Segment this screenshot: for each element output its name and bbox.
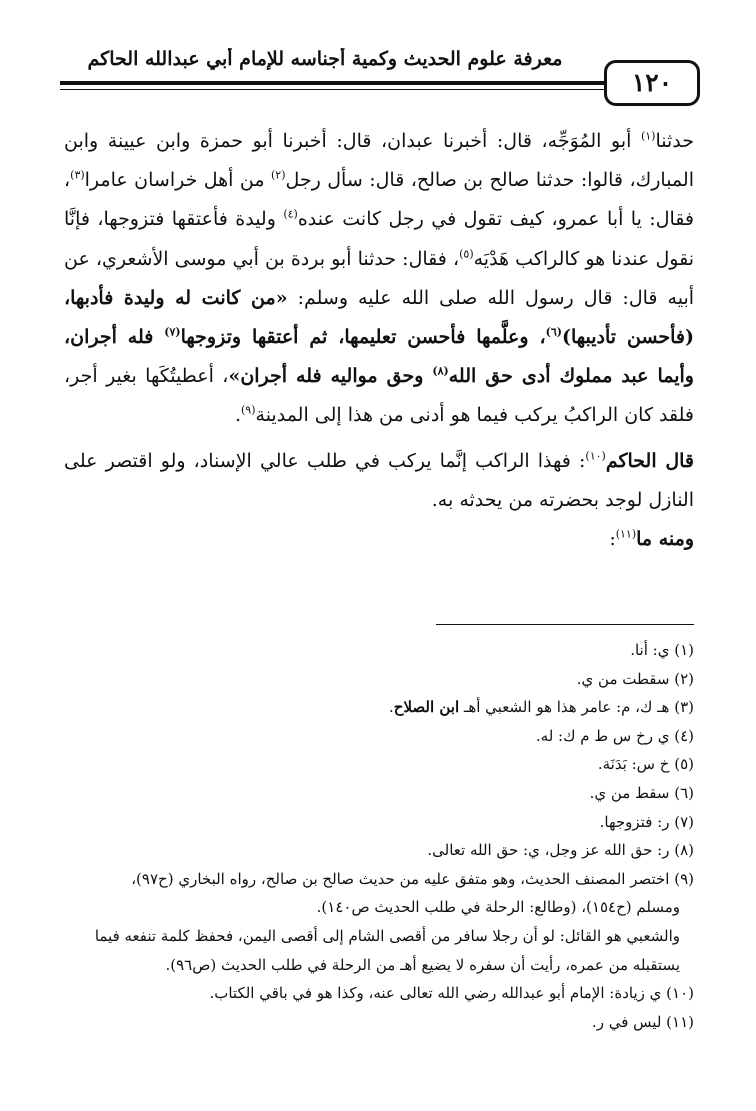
footnote-text: . xyxy=(389,698,394,717)
footnote-1: (١) ي: أنا. xyxy=(630,641,694,659)
footnote-11: (١١) ليس في ر. xyxy=(591,1012,694,1031)
text-run: ، أعطيتُكَها بغير أجر، فلقد كان الراكبُ يركب فيما هو أدنى من هذا إلى المدينة xyxy=(64,365,694,427)
text-run: ، فقال: حدثنا أبو بردة بن أبي موسى الأشعري، عن أبيه قال: قال رسول الله صلى الله عليه وسلم: xyxy=(64,247,695,309)
header-rule-thin xyxy=(60,89,650,90)
text-run: : xyxy=(609,528,616,551)
paragraph-hadith xyxy=(64,122,694,436)
footnote-source: ابن الصلاح xyxy=(393,698,460,717)
hadith-quote: فله أجران، وأيما عبد مملوك أدى حق الله xyxy=(64,326,694,388)
hadith-quote: وحق مواليه فله أجران» xyxy=(228,365,433,388)
footnote-separator xyxy=(436,624,694,625)
footnote-2: (٢) سقطت من ي. xyxy=(576,669,694,688)
page-header xyxy=(60,48,700,108)
footnote-ref: (٧) xyxy=(164,325,181,339)
speaker-label: قال الحاكم xyxy=(605,449,694,472)
footnotes xyxy=(64,636,694,1036)
text-run: أبو المُوَجِّه، قال: أخبرنا عبدان، قال: أخبرنا أبو حمزة وابن عيينة وابن المبارك، قالوا: حدثنا صالح بن صالح، قال: سأل رجل xyxy=(64,130,694,192)
footnote-7: (٧) ر: فتزوجها. xyxy=(599,812,694,831)
text-run: : فهذا الراكب إنَّما يركب في طلب عالي الإسناد، ولو اقتصر على النازل لوجد بحضرته من يحدثه به. xyxy=(64,449,694,511)
footnote-10: (١٠) ي زيادة: الإمام أبو عبدالله رضي الله تعالى عنه، وكذا هو في باقي الكتاب. xyxy=(209,984,694,1003)
footnote-4: (٤) ي رخ س ط م ك: له. xyxy=(535,726,694,745)
footnote-ref: (٩) xyxy=(241,404,256,418)
footnote-ref: (٤) xyxy=(283,208,298,222)
footnote-9 xyxy=(64,865,694,979)
footnote-ref: (٦) xyxy=(545,325,562,339)
footnote-ref: (٥) xyxy=(459,247,474,261)
text-run: ، فقال: يا أبا عمرو، كيف تقول في رجل كانت عنده xyxy=(64,169,694,231)
text-run: وليدة فأعتقها فتزوجها، فإنَّا نقول عندنا هو كالراكب هَدْيَه xyxy=(64,208,694,270)
text-run: حدثنا xyxy=(655,130,694,152)
footnote-3 xyxy=(64,693,694,722)
footnote-text: ومسلم (ح١٥٤)، (وطالع: الرحلة في طلب الحديث ص١٤٠). xyxy=(316,898,680,917)
text-run: من أهل خراسان عامرا xyxy=(84,169,271,192)
footnote-ref: (١٠) xyxy=(585,449,606,463)
footnote-ref: (٨) xyxy=(432,364,449,378)
footnote-5: (٥) خ س: بَدَنَة. xyxy=(597,755,694,774)
footnote-text: (٩) اختصر المصنف الحديث، وهو متفق عليه من حديث صالح بن صالح، رواه البخاري (ح٩٧)، xyxy=(131,869,694,888)
footnote-ref: (٣) xyxy=(70,168,85,182)
footnote-ref: (١) xyxy=(640,129,656,143)
footnote-text: والشعبي هو القائل: لو أن رجلا سافر من أقصى الشام إلى أقصى اليمن، فحفظ كلمة تنفعه فيما يستقبله من عمره، رأيت أن سفره لا يضيع أهـ من الرحلة في طلب الحديث (ص٩٦). xyxy=(94,926,680,974)
section-lead: ومنه ما xyxy=(636,528,694,551)
footnote-6: (٦) سقط من ي. xyxy=(589,783,694,802)
hadith-quote: «من كانت له وليدة فأدبها، (فأحسن تأديبها) xyxy=(64,286,694,349)
paragraph-hakim xyxy=(64,442,694,520)
text-run: . xyxy=(234,404,241,427)
hadith-quote: ، وعلَّمها فأحسن تعليمها، ثم أعتقها وتزوجها xyxy=(180,326,546,349)
paragraph-section-lead xyxy=(64,520,694,559)
page-number: ١٢٠ xyxy=(604,60,700,106)
footnote-ref: (١١) xyxy=(615,527,637,541)
header-rule-thick xyxy=(60,81,650,85)
footnote-8: (٨) ر: حق الله عز وجل، ي: حق الله تعالى. xyxy=(427,841,694,860)
main-text xyxy=(64,122,694,559)
footnote-ref: (٢) xyxy=(270,168,286,182)
footnote-text: (٣) هـ ك، م: عامر هذا هو الشعبي أهـ xyxy=(459,698,694,717)
running-title: معرفة علوم الحديث وكمية أجناسه للإمام أبي عبدالله الحاكم xyxy=(87,48,563,70)
